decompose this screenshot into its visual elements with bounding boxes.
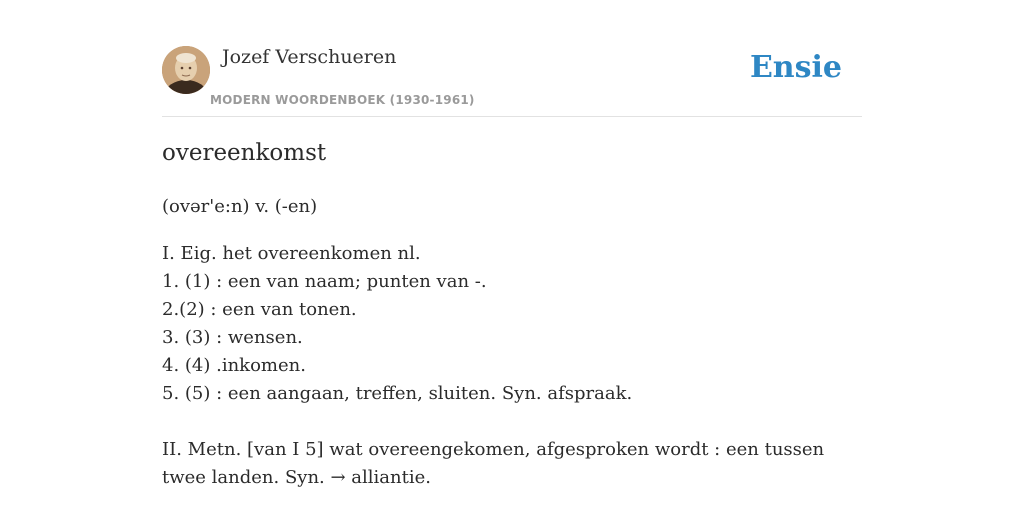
definition-line: 5. (5) : een aangaan, treffen, sluiten. Syn. afspraak. <box>162 383 633 404</box>
entry-definition <box>162 193 862 492</box>
source-label[interactable]: MODERN WOORDENBOEK (1930-1961) <box>210 93 475 107</box>
author-name[interactable]: Jozef Verschueren <box>222 46 397 68</box>
author-avatar[interactable] <box>162 46 210 94</box>
definition-paragraph: II. Metn. [van I 5] wat overeengekomen, afgesproken wordt : een tussen twee landen. Syn. → alliantie. <box>162 439 825 488</box>
definition-line: 1. (1) : een van naam; punten van -. <box>162 271 487 292</box>
entry-title: overeenkomst <box>162 140 327 166</box>
brand-logo[interactable]: Ensie <box>749 50 842 85</box>
definition-line: 4. (4) .inkomen. <box>162 355 306 376</box>
definition-line: 3. (3) : wensen. <box>162 327 303 348</box>
spacer <box>162 408 862 436</box>
pronunciation: (ovər'e:n) v. (-en) <box>162 196 318 217</box>
definition-line: 2.(2) : een van tonen. <box>162 299 357 320</box>
entry-header <box>162 0 862 117</box>
definition-line: I. Eig. het overeenkomen nl. <box>162 243 421 264</box>
portrait-icon <box>162 46 210 94</box>
entry-card <box>162 0 862 512</box>
